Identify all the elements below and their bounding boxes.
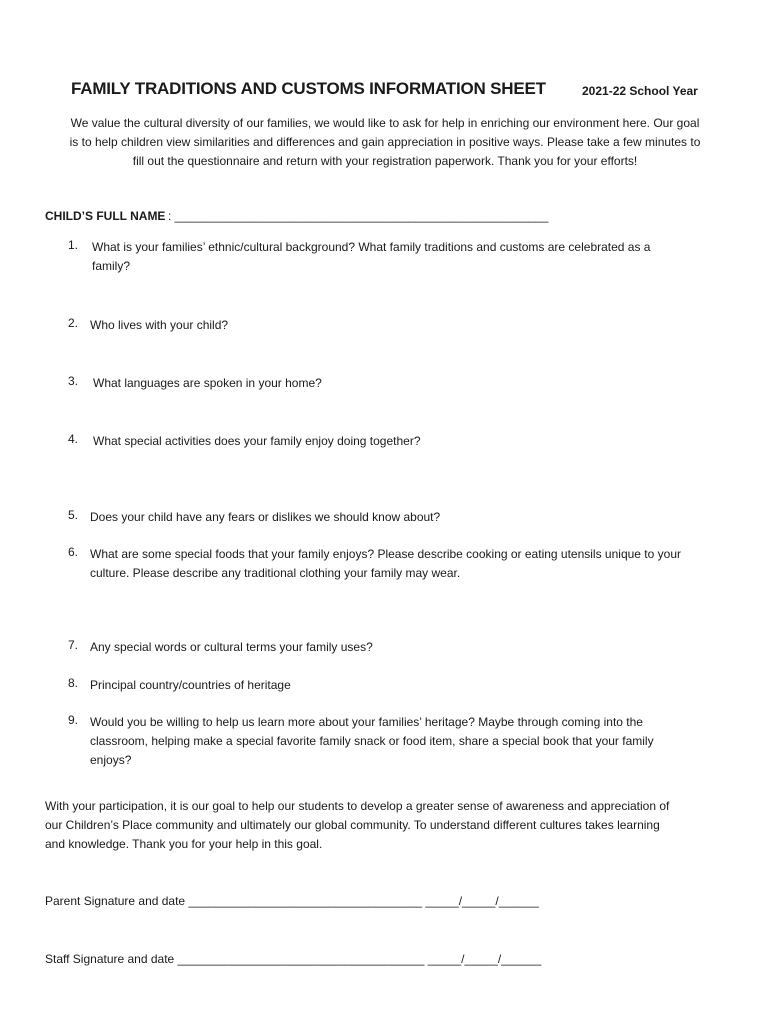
question-line: enjoys? xyxy=(90,753,132,767)
question-number: 7. xyxy=(68,638,79,652)
child-name-field[interactable]: : ________________________________________________________ xyxy=(168,209,549,223)
closing-line: and knowledge. Thank you for your help in this goal. xyxy=(45,837,323,851)
question-6 xyxy=(90,545,730,583)
question-8 xyxy=(90,676,730,695)
question-line: Would you be willing to help us learn more about your families’ heritage? Maybe through coming into the xyxy=(90,715,643,729)
question-line: classroom, helping make a special favorite family snack or food item, share a special book that your family xyxy=(90,734,654,748)
question-line: Any special words or cultural terms your family uses? xyxy=(90,640,373,654)
question-9 xyxy=(90,713,730,770)
intro-line: is to help children view similarities and differences and gain appreciation in positive ways. Please take a few minutes to xyxy=(69,135,701,149)
question-number: 4. xyxy=(68,432,79,446)
question-7 xyxy=(90,638,730,657)
question-number: 2. xyxy=(68,316,79,330)
question-line: What languages are spoken in your home? xyxy=(93,376,322,390)
question-1 xyxy=(92,238,732,276)
staff-signature-line[interactable]: Staff Signature and date _____________________________________ _____/_____/______ xyxy=(45,952,542,966)
question-2 xyxy=(90,316,730,335)
closing-paragraph xyxy=(45,797,735,854)
intro-paragraph xyxy=(30,114,740,171)
question-number: 1. xyxy=(68,238,79,252)
closing-line: our Children’s Place community and ultimately our global community. To understand different cultures takes learning xyxy=(45,818,660,832)
intro-line: We value the cultural diversity of our families, we would like to ask for help in enriching our environment here. Our goal xyxy=(70,116,700,130)
question-5 xyxy=(90,508,730,527)
question-line: What special activities does your family enjoy doing together? xyxy=(93,434,421,448)
school-year: 2021-22 School Year xyxy=(582,84,698,98)
question-line: Principal country/countries of heritage xyxy=(90,678,291,692)
page-title: FAMILY TRADITIONS AND CUSTOMS INFORMATION SHEET xyxy=(71,79,546,98)
question-line: What is your families’ ethnic/cultural background? What family traditions and customs are celebrated as a xyxy=(92,240,651,254)
question-number: 5. xyxy=(68,508,79,522)
question-line: Who lives with your child? xyxy=(90,318,229,332)
question-number: 8. xyxy=(68,676,79,690)
question-number: 3. xyxy=(68,374,79,388)
question-line: Does your child have any fears or dislikes we should know about? xyxy=(90,510,441,524)
question-line: What are some special foods that your family enjoys? Please describe cooking or eating utensils unique to your xyxy=(90,547,681,561)
question-number: 6. xyxy=(68,545,79,559)
question-4 xyxy=(93,432,733,451)
child-name-label: CHILD’S FULL NAME xyxy=(45,209,166,223)
closing-line: With your participation, it is our goal to help our students to develop a greater sense of awareness and appreciation of xyxy=(45,799,670,813)
question-line: family? xyxy=(92,259,131,273)
question-number: 9. xyxy=(68,713,79,727)
parent-signature-line[interactable]: Parent Signature and date ___________________________________ _____/_____/______ xyxy=(45,894,539,908)
question-3 xyxy=(93,374,733,393)
question-line: culture. Please describe any traditional clothing your family may wear. xyxy=(90,566,461,580)
intro-line: fill out the questionnaire and return with your registration paperwork. Thank you for your efforts! xyxy=(132,154,638,168)
